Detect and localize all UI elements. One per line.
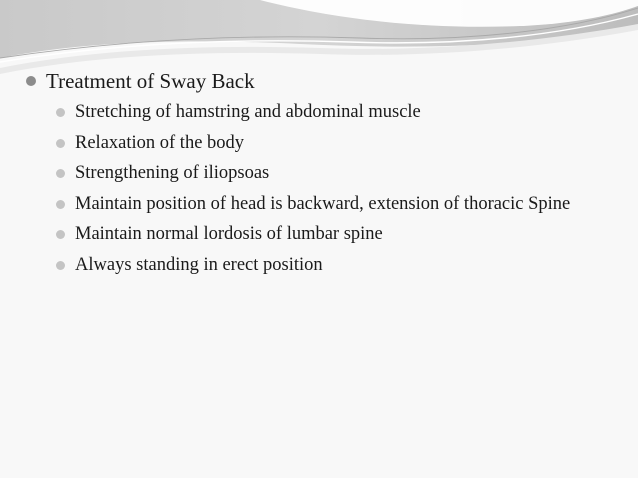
list-item-text: Stretching of hamstring and abdominal muscle: [75, 102, 421, 122]
list-item: [56, 100, 616, 124]
sub-bullet-list: [56, 100, 616, 277]
slide-title: Treatment of Sway Back: [46, 69, 255, 93]
list-item: [56, 222, 616, 246]
bullet-dot-icon: [26, 76, 36, 86]
sub-bullet-dot-icon: [56, 169, 65, 178]
list-item-text: Maintain position of head is backward, extension of thoracic Spine: [75, 193, 571, 214]
sub-bullet-dot-icon: [56, 139, 65, 148]
list-item: [56, 161, 616, 185]
list-item-text: Strengthening of iliopsoas: [75, 163, 270, 183]
bullet-title-row: [26, 66, 616, 96]
list-item-text: Relaxation of the body: [75, 132, 245, 153]
list-item-text: Maintain normal lordosis of lumbar spine: [75, 224, 383, 244]
sub-bullet-dot-icon: [56, 108, 65, 117]
sub-bullet-dot-icon: [56, 200, 65, 209]
slide-content: [26, 66, 616, 283]
list-item-text: Always standing in erect position: [75, 254, 323, 275]
list-item: [56, 192, 616, 216]
sub-bullet-dot-icon: [56, 261, 65, 270]
sub-bullet-dot-icon: [56, 230, 65, 239]
list-item: [56, 131, 616, 155]
list-item: [56, 253, 616, 277]
